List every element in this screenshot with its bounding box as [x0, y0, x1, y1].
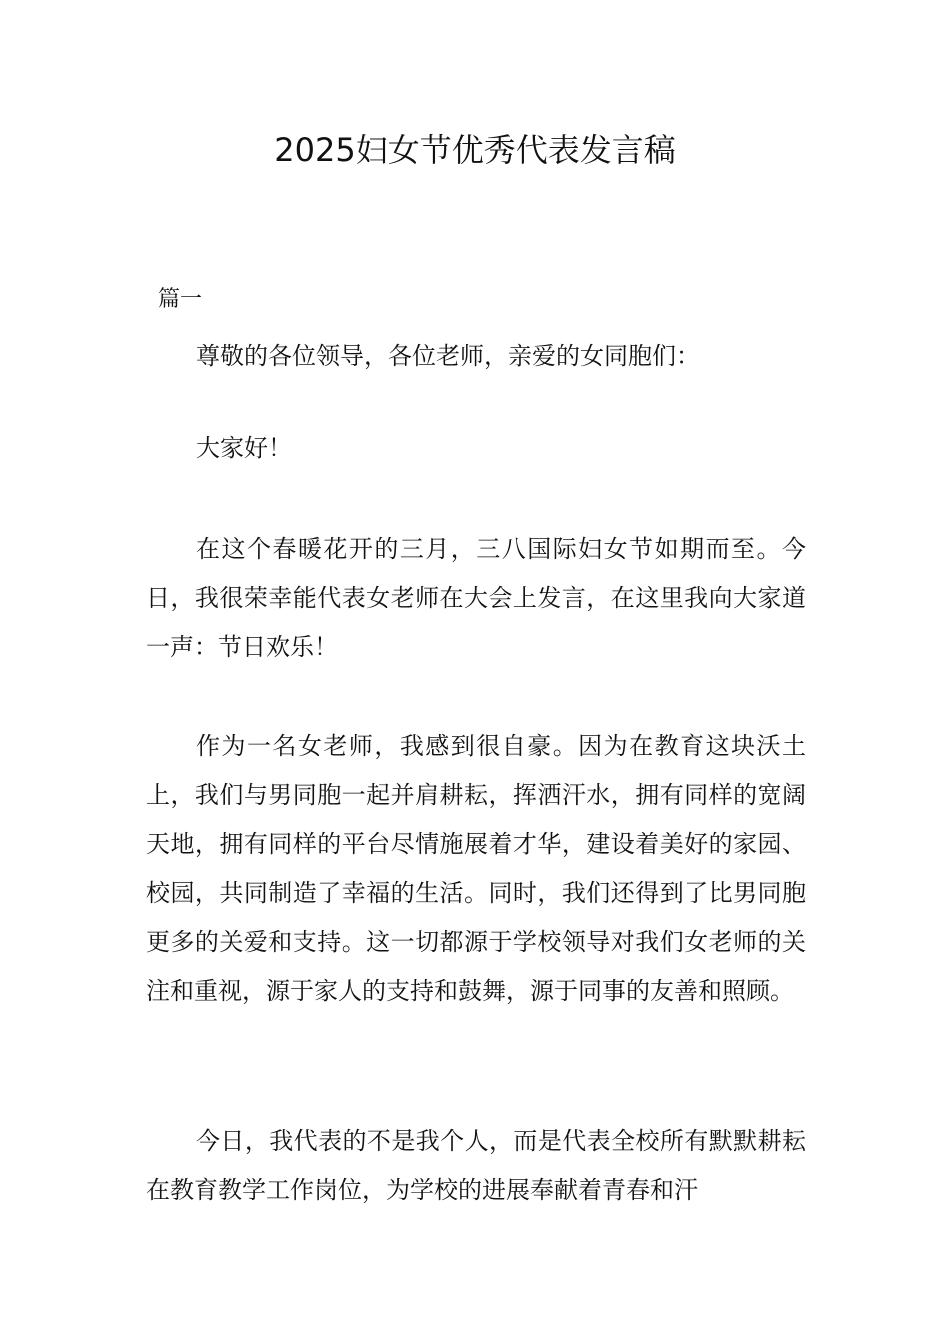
- body-block-3: [146, 1117, 806, 1215]
- body-paragraph-1: 在这个春暖花开的三月，三八国际妇女节如期而至。今日，我很荣幸能代表女老师在大会上发言，在这里我向大家道一声：节日欢乐！: [146, 535, 806, 661]
- document-title: 2025妇女节优秀代表发言稿: [274, 131, 676, 169]
- body-block-1: [146, 525, 806, 672]
- greeting-paragraph: 大家好！: [196, 434, 292, 462]
- section-label: 篇一: [158, 287, 203, 312]
- body-block-2: [146, 722, 806, 1016]
- greeting-block: [146, 424, 806, 473]
- salutation-paragraph: 尊敬的各位领导，各位老师，亲爱的女同胞们：: [196, 342, 700, 370]
- body-paragraph-3: 今日，我代表的不是我个人，而是代表全校所有默默耕耘在教育教学工作岗位，为学校的进展奉献着青春和汗: [146, 1127, 806, 1204]
- body-paragraph-2: 作为一名女老师，我感到很自豪。因为在教育这块沃土上，我们与男同胞一起并肩耕耘，挥洒汗水，拥有同样的宽阔天地，拥有同样的平台尽情施展着才华，建设着美好的家园、校园，共同制造了幸福的生活。同时，我们还得到了比男同胞更多的关爱和支持。这一切都源于学校领导对我们女老师的关注和重视，源于家人的支持和鼓舞，源于同事的友善和照顾。: [146, 732, 806, 1005]
- salutation-block: [146, 332, 806, 381]
